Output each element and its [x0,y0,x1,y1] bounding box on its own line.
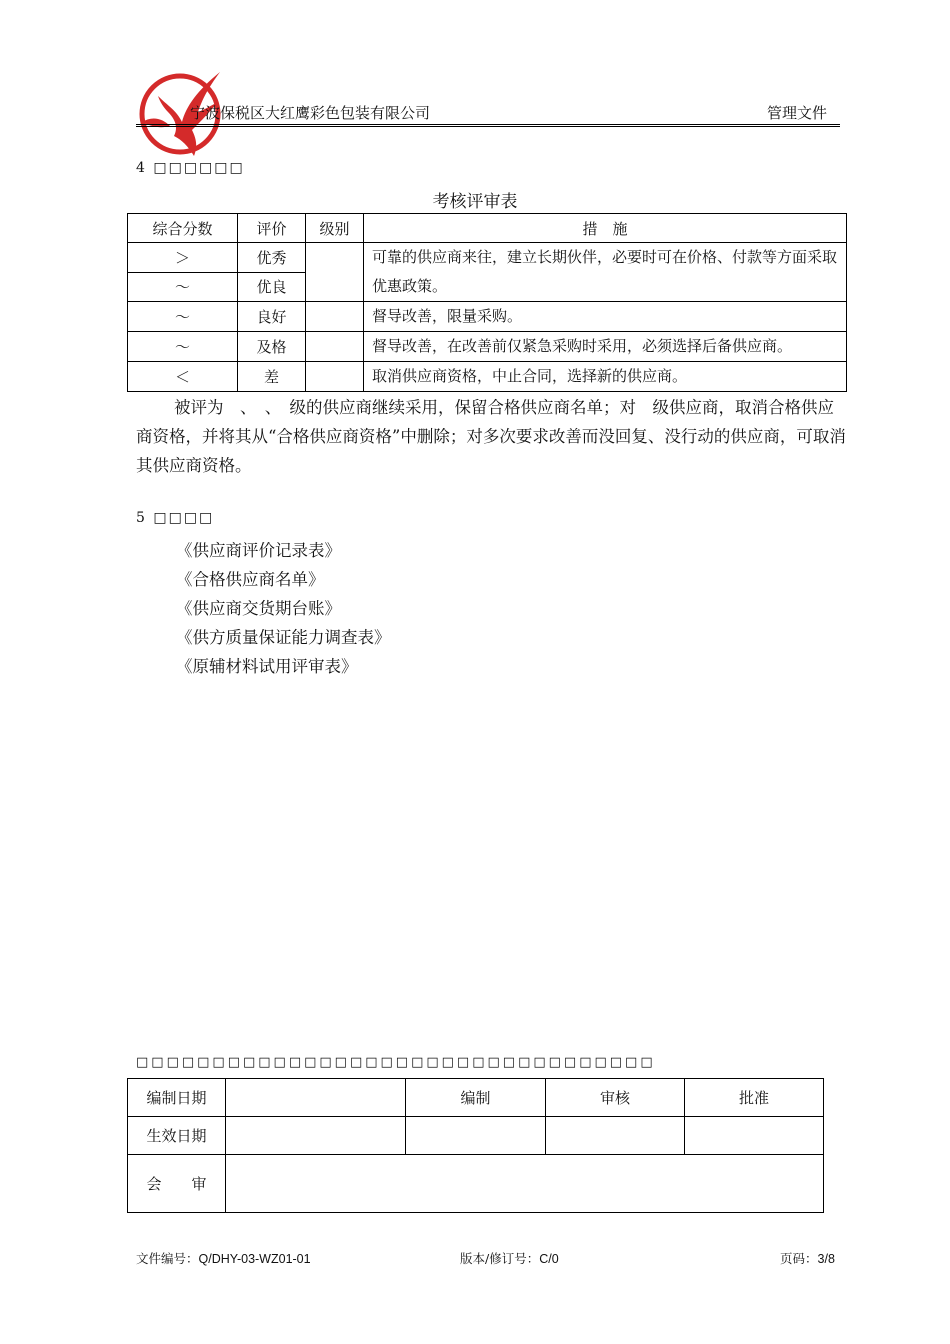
list-item: 《合格供应商名单》 [176,570,325,589]
page-label: 页码： [780,1251,818,1266]
rating-cell: 差 [238,362,306,392]
footer-version [460,1249,559,1267]
approve-label: 批准 [685,1079,824,1117]
level-cell [306,302,364,332]
approve-signature [685,1117,824,1155]
table-row [128,1079,824,1117]
check-label: 审核 [546,1079,685,1117]
footer-page-number [780,1249,835,1267]
score-cell: ～ [128,332,238,362]
check-signature [546,1117,685,1155]
section-5-number: 5 [136,510,147,526]
version-value: C/0 [539,1252,559,1266]
section-4-number: 4 [136,160,147,176]
list-item: 《供应商评价记录表》 [176,541,341,560]
assessment-table [127,213,847,392]
column-header-measure: 措 施 [364,214,847,243]
table-row [128,332,847,362]
table-row [128,243,847,273]
section-4-title: □□□□□□ [153,160,245,176]
level-cell [306,362,364,392]
column-header-rating: 评价 [238,214,306,243]
header-divider [136,124,840,125]
section-5-heading [136,510,214,526]
score-cell: ＞ [128,243,238,273]
list-item: 《原辅材料试用评审表》 [176,657,358,676]
rating-cell: 优良 [238,272,306,302]
document-type: 管理文件 [767,104,828,122]
compile-date-label: 编制日期 [128,1079,226,1117]
approval-table [127,1078,824,1213]
header-divider-secondary [136,126,840,127]
score-cell: ＜ [128,362,238,392]
measure-cell: 督导改善，限量采购。 [364,302,847,332]
related-documents-list [176,536,391,681]
list-item: 《供应商交货期台账》 [176,599,341,618]
rating-cell: 优秀 [238,243,306,273]
table-row [128,1117,824,1155]
table-row [128,362,847,392]
doc-no-label: 文件编号： [136,1251,199,1266]
column-header-level: 级别 [306,214,364,243]
page-value: 3/8 [817,1252,835,1266]
measure-cell: 可靠的供应商来往，建立长期伙伴，必要时可在价格、付款等方面采取优惠政策。 [364,243,847,302]
measure-cell: 督导改善，在改善前仅紧急采购时采用，必须选择后备供应商。 [364,332,847,362]
compile-label: 编制 [406,1079,546,1117]
review-value [226,1155,824,1213]
assessment-table-title: 考核评审表 [432,192,518,212]
section-4-heading [136,160,245,176]
table-row [128,302,847,332]
company-name: 宁波保税区大红鹰彩色包装有限公司 [190,104,431,122]
version-label: 版本/修订号： [460,1251,540,1266]
list-item: 《供方质量保证能力调查表》 [176,628,391,647]
measure-cell: 取消供应商资格，中止合同，选择新的供应商。 [364,362,847,392]
section-5-title: □□□□ [153,510,215,526]
score-cell: ～ [128,272,238,302]
column-header-score: 综合分数 [128,214,238,243]
review-label: 会 审 [128,1155,226,1213]
doc-no-value: Q/DHY-03-WZ01-01 [198,1252,311,1266]
level-cell [306,332,364,362]
rating-cell: 及格 [238,332,306,362]
level-cell [306,243,364,302]
rating-cell: 良好 [238,302,306,332]
footer-document-number [136,1249,311,1267]
table-header-row [128,214,847,243]
score-cell: ～ [128,302,238,332]
assessment-paragraph: 被评为 、 、 级的供应商继续采用，保留合格供应商名单；对 级供应商，取消合格供应商资格，并将其从“合格供应商资格”中删除；对多次要求改善而没回复、没行动的供应商，可取消其供应商资格。 [136,398,846,475]
effective-date-value [226,1117,406,1155]
approval-caption: □□□□□□□□□□□□□□□□□□□□□□□□□□□□□□□□□□ [136,1055,656,1070]
compile-date-value [226,1079,406,1117]
compile-signature [406,1117,546,1155]
table-row [128,1155,824,1213]
effective-date-label: 生效日期 [128,1117,226,1155]
